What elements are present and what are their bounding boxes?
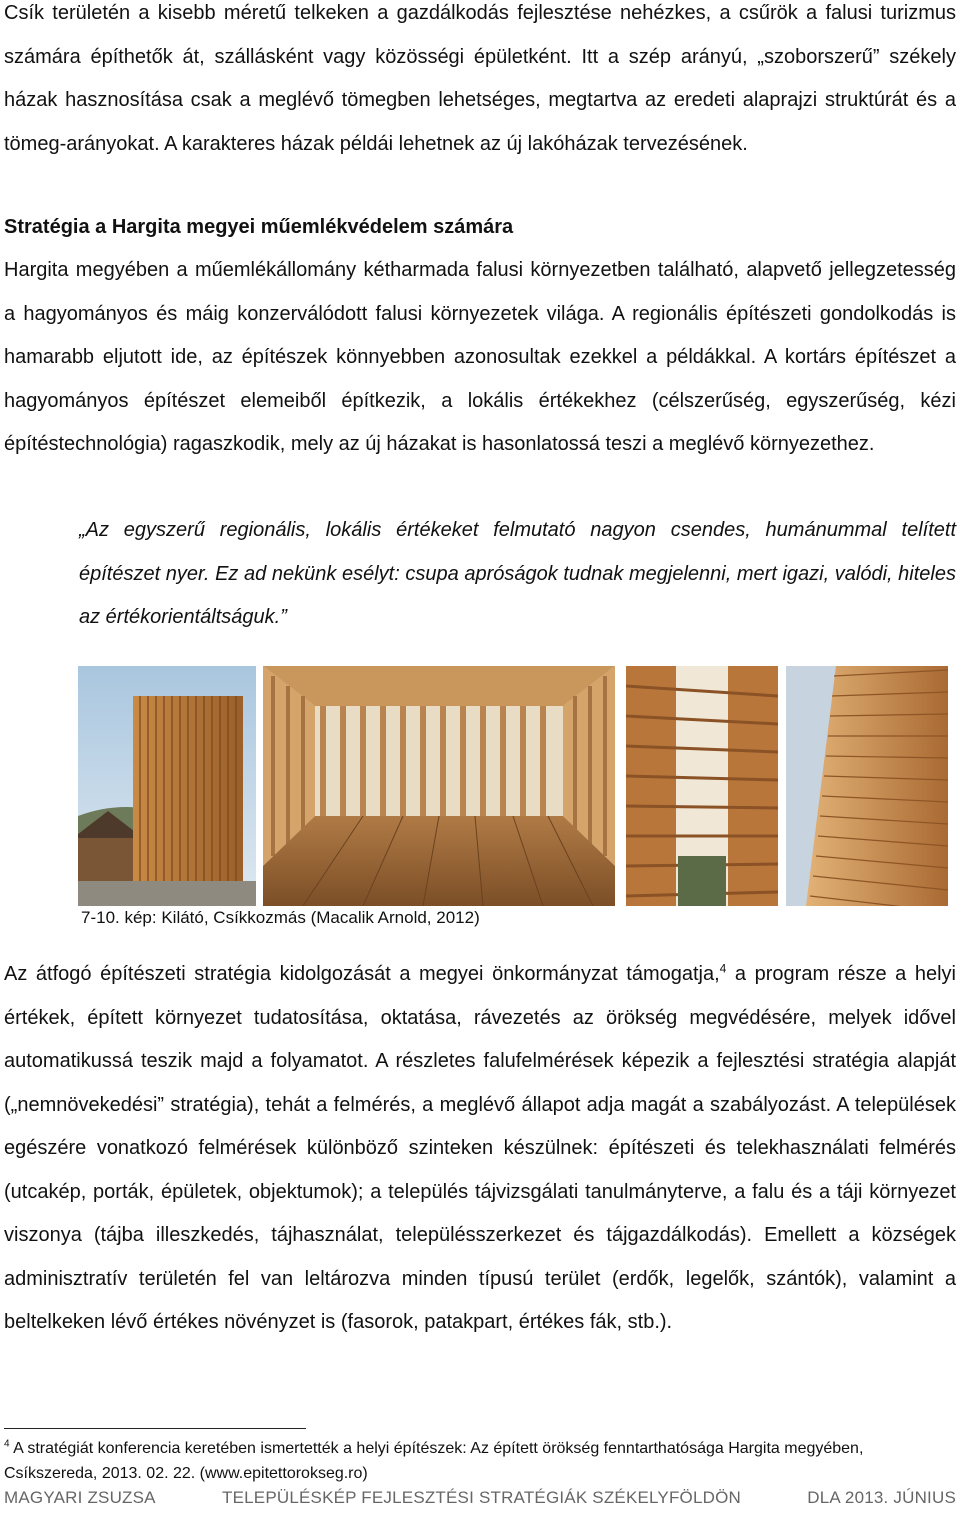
footer-author: MAGYARI ZSUZSA [4,1488,156,1507]
photo-strip [78,666,948,906]
footnote-divider [4,1428,306,1429]
strategy-paragraph [4,953,956,1345]
footnote-text: A stratégiát konferencia keretében ismertették a helyi építészek: Az épített örökség fenntarthatósága Hargita megyében, Csíkszereda, 2013. 02. 22. (www.epitettorokseg.ro) [4,1440,864,1482]
strategy-text-after-ref: a program része a helyi értékek, épített környezet tudatosítása, oktatása, rávezetés az örökség megvédésére, melyek idővel automatikussá teszik majd a folyamatot. A részletes falufelmérések képezik a fejlesztési stratégia alapját („nemnövekedési” stratégia), tehát a felmérés, a meglévő állapot adja magát a szabályozást. A települések egészére vonatkozó felmérések különböző szinteken készülnek: építészeti és telekhasználati felmérés (utcakép, porták, épületek, objektumok); a település tájvizsgálati tanulmányterve, a falu és a táji környezet viszonya (tájba illeszkedés, tájhasználat, településszerkezet és tájgazdálkodás). Emellett a községek adminisztratív területén fel van leltározva minden típusú terület (erdők, legelők, szántók), valamint a beltelkeken lévő értékes növényzet is (fasorok, patakpart, értékes fák, stb.). [4,963,957,1333]
footnote-number: 4 [4,1438,10,1450]
section-heading: Stratégia a Hargita megyei műemlékvédelem számára [4,216,514,238]
footnote [4,1436,956,1486]
footer-date: DLA 2013. JÚNIUS [807,1488,956,1507]
page-footer [4,1488,956,1508]
footer-title: TELEPÜLÉSKÉP FEJLESZTÉSI STRATÉGIÁK SZÉKELYFÖLDÖN [222,1488,742,1507]
quote: „Az egyszerű regionális, lokális értékeket felmutató nagyon csendes, humánummal telített építészet nyer. Ez ad nekünk esélyt: csupa apróságok tudnak megjelenni, mert igazi, valódi, hiteles az értékorientáltságuk.” [79,519,956,628]
photo-tower-facade [786,666,948,906]
photo-tower-exterior [78,666,256,906]
strategy-text-before-ref: Az átfogó építészeti stratégia kidolgozását a megyei önkormányzat támogatja, [4,963,720,985]
photo-caption: 7-10. kép: Kilátó, Csíkkozmás (Macalik Arnold, 2012) [81,908,480,927]
photo-slats-up [626,666,778,906]
photo-interior-floor [263,666,615,906]
footnote-reference[interactable]: 4 [719,961,727,976]
section-paragraph: Hargita megyében a műemlékállomány kétharmada falusi környezetben található, alapvető jellegzetesség a hagyományos és máig konzerválódott falusi környezetek világa. A regionális építészeti gondolkodás is hamarabb eljutott ide, az építészek könnyebben azonosultak ezekkel a példákkal. A kortárs építészet a hagyományos építészet elemeiből építkezik, a lokális értékekhez (célszerűség, egyszerűség, kézi építéstechnológia) ragaszkodik, mely az új házakat is hasonlatossá teszi a meglévő környezethez. [4,259,956,455]
intro-paragraph: Csík területén a kisebb méretű telkeken a gazdálkodás fejlesztése nehézkes, a csűrök a falusi turizmus számára építhetők át, szállásként vagy közösségi épületként. Itt a szép arányú, „szoborszerű” székely házak hasznosítása csak a meglévő tömegben lehetséges, megtartva az eredeti alaprajzi struktúrát és a tömeg-arányokat. A karakteres házak példái lehetnek az új lakóházak tervezésének. [4,2,956,155]
